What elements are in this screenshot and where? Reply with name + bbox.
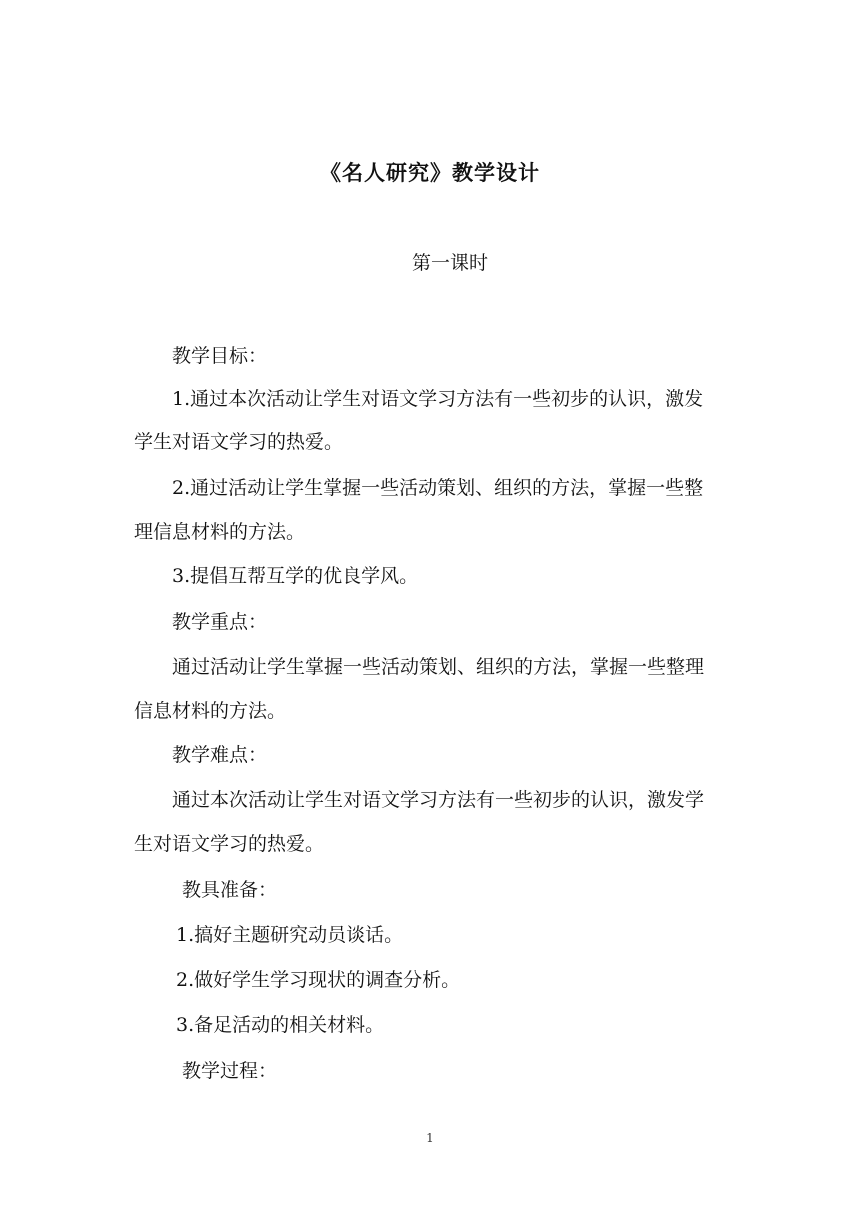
- lesson-subtitle: 第一课时: [411, 252, 488, 274]
- difficulty-heading: 教学难点：: [172, 744, 268, 766]
- objective-2-line-2: 理信息材料的方法。: [134, 521, 306, 543]
- objective-1-line-1: 1.通过本次活动让学生对语文学习方法有一些初步的认识，激发: [172, 388, 704, 410]
- objective-3: 3.提倡互帮互学的优良学风。: [172, 565, 419, 587]
- process-heading: 教学过程：: [182, 1060, 278, 1082]
- objectives-heading: 教学目标：: [172, 345, 268, 367]
- difficulty-line-1: 通过本次活动让学生对语文学习方法有一些初步的认识，激发学: [172, 789, 705, 811]
- page-number: 1: [426, 1131, 434, 1145]
- material-3: 3.备足活动的相关材料。: [176, 1014, 385, 1036]
- objective-2-line-1: 2.通过活动让学生掌握一些活动策划、组织的方法，掌握一些整: [172, 477, 704, 499]
- material-2: 2.做好学生学习现状的调查分析。: [176, 969, 461, 991]
- focus-line-1: 通过活动让学生掌握一些活动策划、组织的方法，掌握一些整理: [172, 656, 705, 678]
- materials-heading: 教具准备：: [182, 879, 278, 901]
- objective-1-line-2: 学生对语文学习的热爱。: [134, 431, 344, 453]
- difficulty-line-2: 生对语文学习的热爱。: [134, 833, 325, 855]
- material-1: 1.搞好主题研究动员谈话。: [176, 924, 404, 946]
- focus-heading: 教学重点：: [172, 611, 268, 633]
- focus-line-2: 信息材料的方法。: [134, 700, 287, 722]
- document-title: 《名人研究》教学设计: [320, 161, 540, 185]
